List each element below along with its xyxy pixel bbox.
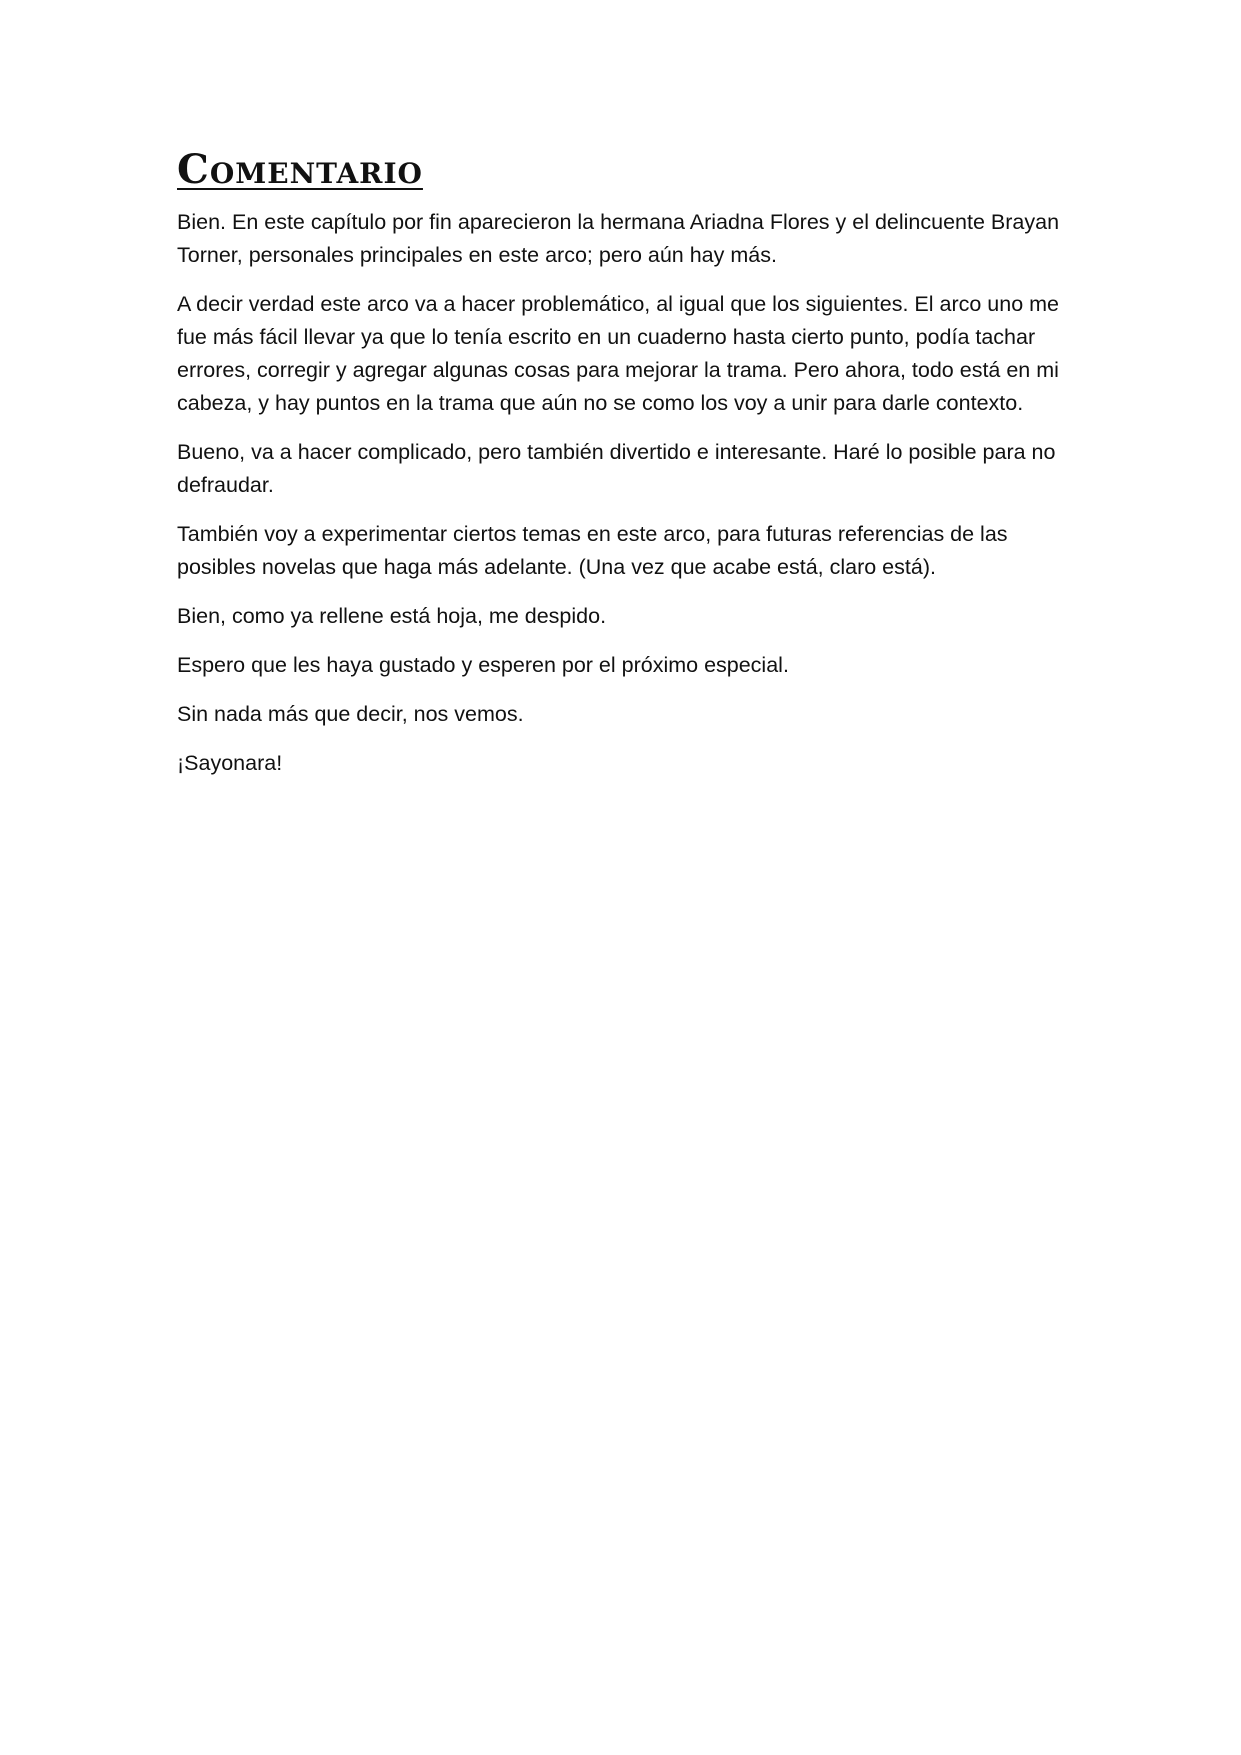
paragraph: También voy a experimentar ciertos temas en este arco, para futuras referencias de las posibles novelas que haga más adelante. (Una vez que acabe está, claro está). bbox=[177, 522, 1008, 579]
page-title: Comentario bbox=[177, 146, 423, 193]
document-body bbox=[177, 148, 1077, 796]
paragraph: ¡Sayonara! bbox=[177, 751, 283, 775]
paragraph: A decir verdad este arco va a hacer problemático, al igual que los siguientes. El arco uno me fue más fácil llevar ya que lo tenía escrito en un cuaderno hasta cierto punto, podía tachar errores, corregir y agregar algunas cosas para mejorar la trama. Pero ahora, todo está en mi cabeza, y hay puntos en la trama que aún no se como los voy a unir para darle contexto. bbox=[177, 292, 1059, 415]
paragraph: Bien, como ya rellene está hoja, me despido. bbox=[177, 604, 607, 628]
paragraph: Bien. En este capítulo por fin aparecieron la hermana Ariadna Flores y el delincuente Brayan Torner, personales principales en este arco; pero aún hay más. bbox=[177, 210, 1060, 267]
paragraph: Bueno, va a hacer complicado, pero también divertido e interesante. Haré lo posible para no defraudar. bbox=[177, 440, 1056, 497]
paragraph: Espero que les haya gustado y esperen por el próximo especial. bbox=[177, 653, 789, 677]
paragraph: Sin nada más que decir, nos vemos. bbox=[177, 702, 524, 726]
